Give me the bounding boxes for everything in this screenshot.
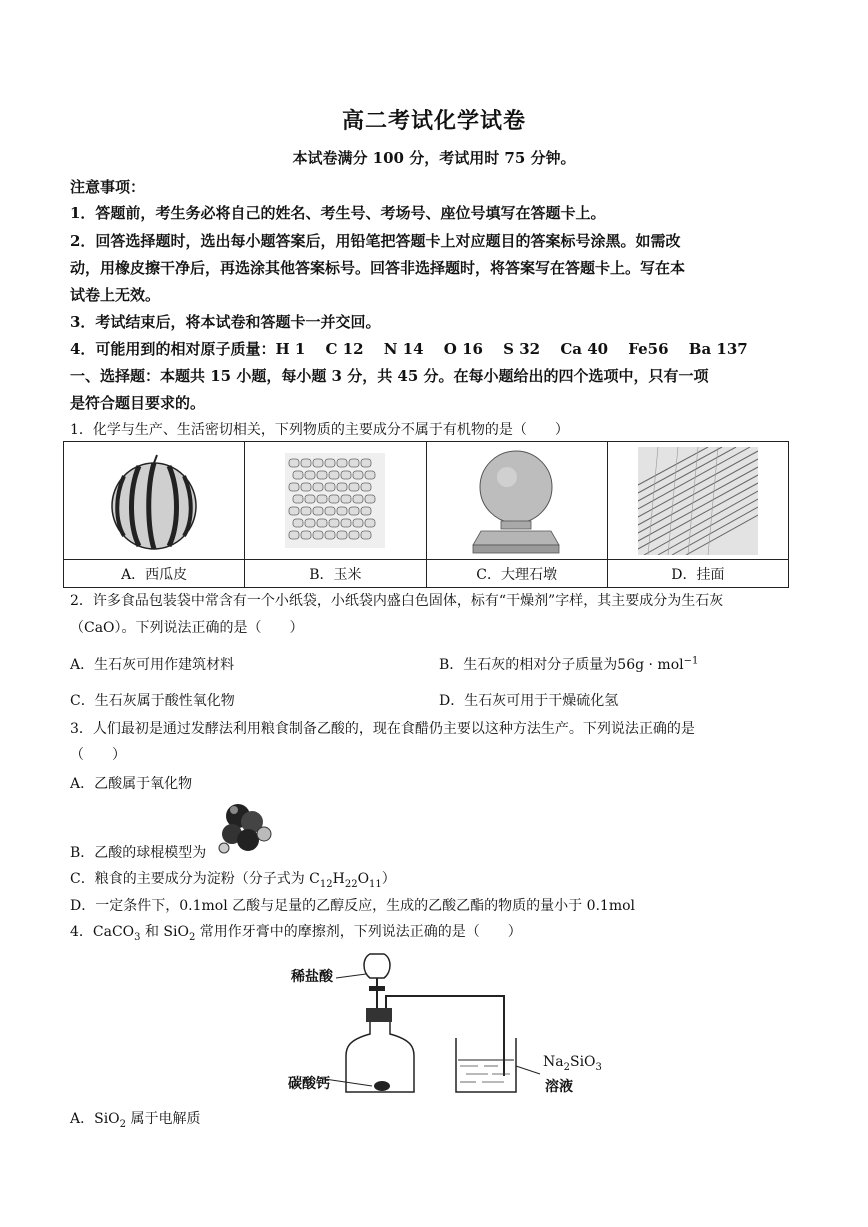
- q2-option-b: [439, 654, 698, 674]
- notes-item-2-line-3: 试卷上无效。: [70, 286, 161, 304]
- q1-image-table: [63, 441, 789, 588]
- notes-item-2-line-2: 动，用橡皮擦干净后，再选涂其他答案标号。回答非选择题时，将答案写在答题卡上。写在本: [70, 259, 686, 277]
- q1-stem: 1．化学与生产、生活密切相关，下列物质的主要成分不属于有机物的是（ ）: [70, 422, 569, 438]
- q2-option-b-prefix: B．生石灰的相对分子质量为: [439, 657, 618, 673]
- q4-stem-sub-2: 2: [188, 931, 196, 943]
- q3-option-a: A．乙酸属于氧化物: [70, 776, 193, 792]
- q2-option-c: C．生石灰属于酸性氧化物: [70, 693, 235, 709]
- q3-option-c-o: O: [357, 871, 370, 887]
- marble-pier-image: [469, 447, 564, 555]
- q4-stem-part-2: 和 SiO: [140, 924, 189, 940]
- notes-item-2-line-1: 2．回答选择题时，选出每小题答案后，用铅笔把答题卡上对应题目的答案标号涂黑。如需改: [70, 232, 681, 250]
- label-sodium-silicate: [543, 1054, 602, 1073]
- label-sodium-silicate-sub-1: 2: [563, 1061, 570, 1073]
- q2-stem-line-2: （CaO）。下列说法正确的是（ ）: [70, 620, 304, 636]
- q4-option-a: [70, 1108, 200, 1130]
- label-dilute-hcl: 稀盐酸: [291, 969, 333, 985]
- q2-option-b-exponent: −1: [683, 655, 699, 667]
- q4-stem: [70, 921, 522, 943]
- page-title: 高二考试化学试卷: [341, 108, 526, 134]
- page-subtitle: 本试卷满分 100 分，考试用时 75 分钟。: [292, 149, 576, 167]
- notes-heading: 注意事项：: [70, 178, 146, 196]
- label-calcium-carbonate: 碳酸钙: [288, 1076, 330, 1092]
- q2-stem-line-1: 2．许多食品包装袋中常含有一个小纸袋，小纸袋内盛白色固体，标有“干燥剂”字样，其主要成分为生石灰: [70, 593, 724, 609]
- q1-cell-d: [607, 442, 788, 560]
- label-sodium-silicate-sio: SiO: [569, 1054, 596, 1070]
- q3-option-c-suffix: ）: [381, 871, 396, 887]
- q2-option-b-value: 56g · mol: [617, 657, 684, 673]
- q3-option-c-h: H: [332, 871, 345, 887]
- q2-option-a: A．生石灰可用作建筑材料: [70, 657, 235, 673]
- label-sodium-silicate-sub-2: 3: [595, 1061, 602, 1073]
- section-1-heading-line-1: 一、选择题：本题共 15 小题，每小题 3 分，共 45 分。在每小题给出的四个选项中，只有一项: [70, 367, 709, 385]
- label-solution: 溶液: [545, 1079, 573, 1095]
- q4-stem-part-3: 常用作牙膏中的摩擦剂，下列说法正确的是（ ）: [195, 924, 522, 940]
- notes-item-1: 1．答题前，考生务必将自己的姓名、考生号、考场号、座位号填写在答题卡上。: [70, 204, 606, 222]
- acetic-acid-ball-stick-model: [214, 800, 274, 855]
- q3-option-c-sub-c: 12: [319, 878, 333, 890]
- label-sodium-silicate-na: Na: [543, 1054, 564, 1070]
- q3-option-c-sub-h: 22: [344, 878, 358, 890]
- q4-stem-sub-1: 3: [134, 931, 141, 943]
- q3-option-c-sub-o: 11: [369, 878, 382, 890]
- corn-image: [285, 453, 385, 548]
- q2-option-d: D．生石灰可用于干燥硫化氢: [439, 693, 619, 709]
- q1-option-c: C．大理石墩: [426, 560, 607, 588]
- q3-option-c-prefix: C．粮食的主要成分为淀粉（分子式为 C: [70, 871, 320, 887]
- watermelon-image: [109, 451, 199, 551]
- q4-option-a-sub: 2: [119, 1118, 127, 1130]
- q4-stem-part-1: 4．CaCO: [70, 924, 135, 940]
- notes-item-3: 3．考试结束后，将本试卷和答题卡一并交回。: [70, 313, 381, 331]
- q1-option-a: A．西瓜皮: [64, 560, 245, 588]
- q1-cell-b: [245, 442, 426, 560]
- noodles-image: [638, 447, 758, 555]
- q4-option-a-part-1: A．SiO: [70, 1111, 120, 1127]
- notes-item-4: 4．可能用到的相对原子质量：H 1 C 12 N 14 O 16 S 32 Ca 40 Fe56 Ba 137: [70, 340, 748, 358]
- q1-cell-a: [64, 442, 245, 560]
- q1-option-d: D．挂面: [607, 560, 788, 588]
- q3-option-b: B．乙酸的球棍模型为: [70, 845, 207, 861]
- q4-option-a-part-2: 属于电解质: [126, 1111, 201, 1127]
- q3-option-c: [70, 868, 396, 890]
- q1-cell-c: [426, 442, 607, 560]
- q3-stem-line-1: 3．人们最初是通过发酵法利用粮食制备乙酸的，现在食醋仍主要以这种方法生产。下列说法正确的是: [70, 721, 695, 737]
- q1-option-b: B．玉米: [245, 560, 426, 588]
- q3-stem-line-2: （ ）: [70, 747, 126, 763]
- q3-option-d: D．一定条件下，0.1mol 乙酸与足量的乙醇反应，生成的乙酸乙酯的物质的量小于 0.1mol: [70, 898, 636, 914]
- section-1-heading-line-2: 是符合题目要求的。: [70, 394, 206, 412]
